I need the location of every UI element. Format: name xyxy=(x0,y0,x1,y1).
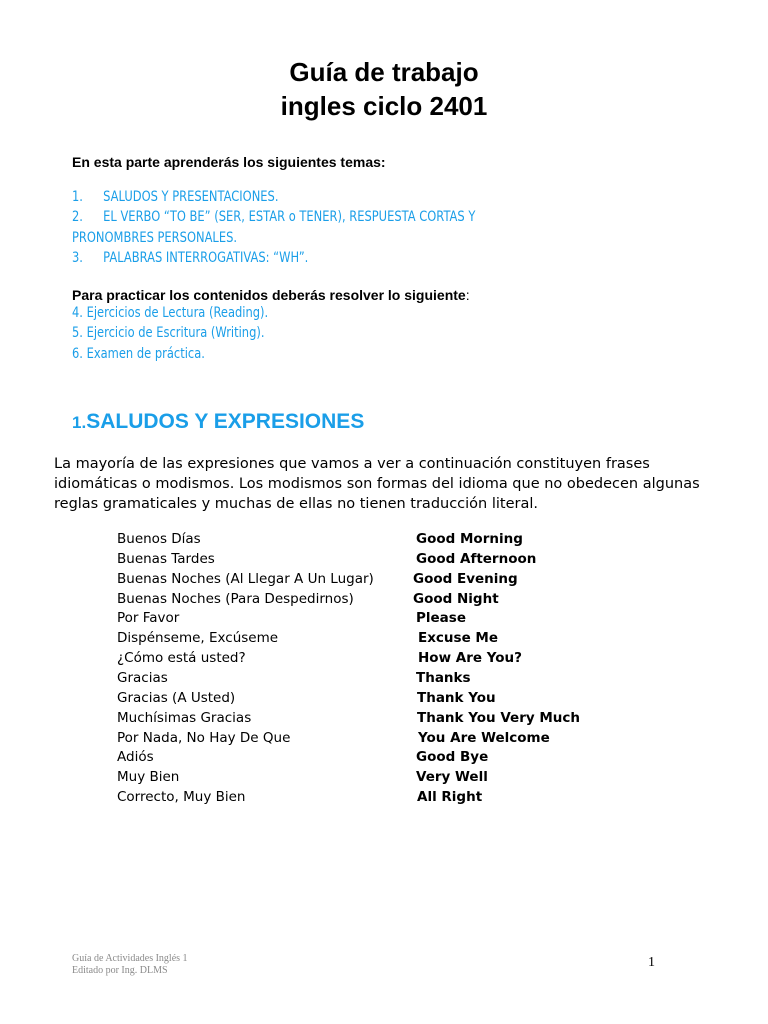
practice-item-6: 6. Examen de práctica. xyxy=(72,346,205,362)
expression-row xyxy=(0,688,768,708)
section-intro-paragraph: La mayoría de las expresiones que vamos a ver a continuación constituyen frases idiomáticas o modismos. Los modismos son formas del idioma que no obedecen algunas reglas gramaticales y muchas de ellas no tienen traducción literal. xyxy=(54,456,700,512)
topic-number: 3. xyxy=(72,250,83,266)
expression-row xyxy=(0,589,768,609)
expression-row xyxy=(0,549,768,569)
english-expression: Excuse Me xyxy=(418,630,499,646)
section-heading xyxy=(72,408,364,437)
english-expression: Good Morning xyxy=(416,531,523,547)
english-expression: Very Well xyxy=(416,769,488,785)
practice-intro xyxy=(72,286,470,304)
expression-row xyxy=(0,608,768,628)
spanish-expression: Dispénseme, Excúseme xyxy=(117,630,279,646)
topic-item-1 xyxy=(72,187,278,207)
spanish-expression: Gracias xyxy=(117,670,168,686)
page-title: Guía de trabajo xyxy=(289,57,479,87)
english-expression: Good Night xyxy=(413,591,499,607)
topics-intro: En esta parte aprenderás los siguientes temas: xyxy=(72,154,386,170)
spanish-expression: Por Favor xyxy=(117,610,180,626)
english-expression: How Are You? xyxy=(418,650,522,666)
topic-item-2 xyxy=(72,207,475,227)
spanish-expression: Buenas Tardes xyxy=(117,551,215,567)
expression-row xyxy=(0,569,768,589)
expression-row xyxy=(0,787,768,807)
english-expression: Thank You Very Much xyxy=(417,710,581,726)
english-expression: Good Afternoon xyxy=(416,551,537,567)
expression-row xyxy=(0,628,768,648)
topic-number: 1. xyxy=(72,189,83,205)
topic-item-2-continued xyxy=(72,228,237,248)
expression-row xyxy=(0,747,768,767)
practice-item-4: 4. Ejercicios de Lectura (Reading). xyxy=(72,305,269,321)
spanish-expression: Por Nada, No Hay De Que xyxy=(117,730,291,746)
spanish-expression: Correcto, Muy Bien xyxy=(117,789,246,805)
english-expression: Please xyxy=(416,610,466,626)
topic-text: EL VERBO “TO BE” (SER, ESTAR o TENER), RESPUESTA CORTAS Y xyxy=(103,209,476,225)
english-expression: All Right xyxy=(417,789,483,805)
english-expression: Good Evening xyxy=(413,571,518,587)
section-title: SALUDOS Y EXPRESIONES xyxy=(86,410,365,433)
english-expression: Thanks xyxy=(416,670,471,686)
expression-row xyxy=(0,668,768,688)
english-expression: You Are Welcome xyxy=(418,730,550,746)
footer-line-2: Editado por Ing. DLMS xyxy=(72,965,168,976)
spanish-expression: Muchísimas Gracias xyxy=(117,710,252,726)
spanish-expression: Buenas Noches (Para Despedirnos) xyxy=(117,591,354,607)
topic-item-3 xyxy=(72,248,308,268)
practice-item-5: 5. Ejercicio de Escritura (Writing). xyxy=(72,325,265,341)
page-number: 1 xyxy=(648,955,655,970)
practice-intro-text: Para practicar los contenidos deberás resolver lo siguiente xyxy=(72,287,466,303)
topic-text: PRONOMBRES PERSONALES. xyxy=(72,230,238,246)
topic-text: PALABRAS INTERROGATIVAS: “WH”. xyxy=(103,250,309,266)
expression-row xyxy=(0,529,768,549)
practice-intro-colon: : xyxy=(465,287,470,303)
english-expression: Good Bye xyxy=(416,749,489,765)
topic-text: SALUDOS Y PRESENTACIONES. xyxy=(103,189,279,205)
spanish-expression: Buenos Días xyxy=(117,531,201,547)
topic-number: 2. xyxy=(72,209,83,225)
spanish-expression: ¿Cómo está usted? xyxy=(117,650,246,666)
spanish-expression: Buenas Noches (Al Llegar A Un Lugar) xyxy=(117,571,374,587)
english-expression: Thank You xyxy=(417,690,496,706)
footer-line-1: Guía de Actividades Inglés 1 xyxy=(72,953,188,964)
spanish-expression: Gracias (A Usted) xyxy=(117,690,236,706)
expression-row xyxy=(0,648,768,668)
page-footer xyxy=(72,953,188,977)
spanish-expression: Muy Bien xyxy=(117,769,180,785)
section-number: 1. xyxy=(72,413,87,432)
expression-row xyxy=(0,767,768,787)
expression-row xyxy=(0,708,768,728)
page-subtitle: ingles ciclo 2401 xyxy=(280,91,488,121)
spanish-expression: Adiós xyxy=(117,749,154,765)
expression-row xyxy=(0,728,768,748)
